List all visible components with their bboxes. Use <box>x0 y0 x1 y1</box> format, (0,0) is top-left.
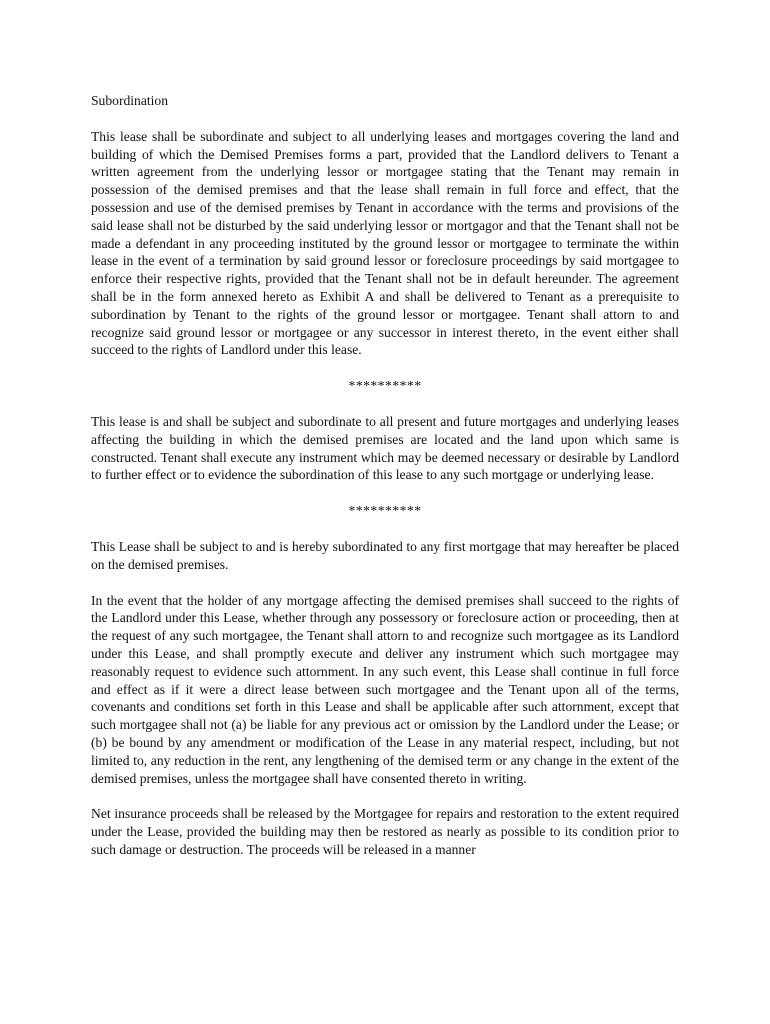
paragraph-subordination-agreement: This lease shall be subordinate and subject to all underlying leases and mortgages covering the land and building of which the Demised Premises forms a part, provided that the Landlord delivers to Tenant a written agreement from the underlying lessor or mortgagee stating that the Tenant may remain in possession of the demised premises and that the lease shall remain in full force and effect, that the possession and use of the demised premises by Tenant in accordance with the terms and provisions of the said lease shall not be disturbed by the said underlying lessor or mortgagor and that the Tenant shall not be made a defendant in any proceeding instituted by the ground lessor or mortgagee to terminate the within lease in the event of a termination by said ground lessor or foreclosure proceedings by said mortgagee to enforce their respective rights, provided that the Tenant shall not be in default hereunder. The agreement shall be in the form annexed hereto as Exhibit A and shall be delivered to Tenant as a prerequisite to subordination by Tenant to the rights of the ground lessor or mortgagee. Tenant shall attorn to and recognize said ground lessor or mortgagee or any successor in interest thereto, in the event either shall succeed to the rights of Landlord under this lease. <box>91 128 679 358</box>
paragraph-present-future-mortgages: This lease is and shall be subject and subordinate to all present and future mortgages and underlying leases affecting the building in which the demised premises are located and the land upon which same is constructed. Tenant shall execute any instrument which may be deemed necessary or desirable by Landlord to further effect or to evidence the subordination of this lease to any such mortgage or underlying lease. <box>91 413 679 483</box>
paragraph-attornment: In the event that the holder of any mortgage affecting the demised premises shall succeed to the rights of the Landlord under this Lease, whether through any possessory or foreclosure action or proceeding, then at the request of any such mortgagee, the Tenant shall attorn to and recognize such mortgagee as its Landlord under this Lease, and shall promptly execute and deliver any instrument which such mortgagee may reasonably request to evidence such attornment. In any such event, this Lease shall continue in full force and effect as if it were a direct lease between such mortgagee and the Tenant upon all of the terms, covenants and conditions set forth in this Lease and shall be applicable after such attornment, except that such mortgagee shall not (a) be liable for any previous act or omission by the Landlord under the Lease; or (b) be bound by any amendment or modification of the Lease in any material respect, including, but not limited to, any reduction in the rent, any lengthening of the demised term or any change in the extent of the demised premises, unless the mortgagee shall have consented thereto in writing. <box>91 592 679 786</box>
paragraph-insurance-proceeds: Net insurance proceeds shall be released by the Mortgagee for repairs and restoration to the extent required under the Lease, provided the building may then be restored as nearly as possible to its condition prior to such damage or destruction. The proceeds will be released in a manner <box>91 806 679 857</box>
section-heading: Subordination <box>91 93 169 108</box>
paragraph-first-mortgage: This Lease shall be subject to and is hereby subordinated to any first mortgage that may hereafter be placed on the demised premises. <box>91 538 679 572</box>
section-separator: ********** <box>348 378 422 394</box>
document-page <box>91 92 679 877</box>
section-separator: ********** <box>348 503 422 519</box>
